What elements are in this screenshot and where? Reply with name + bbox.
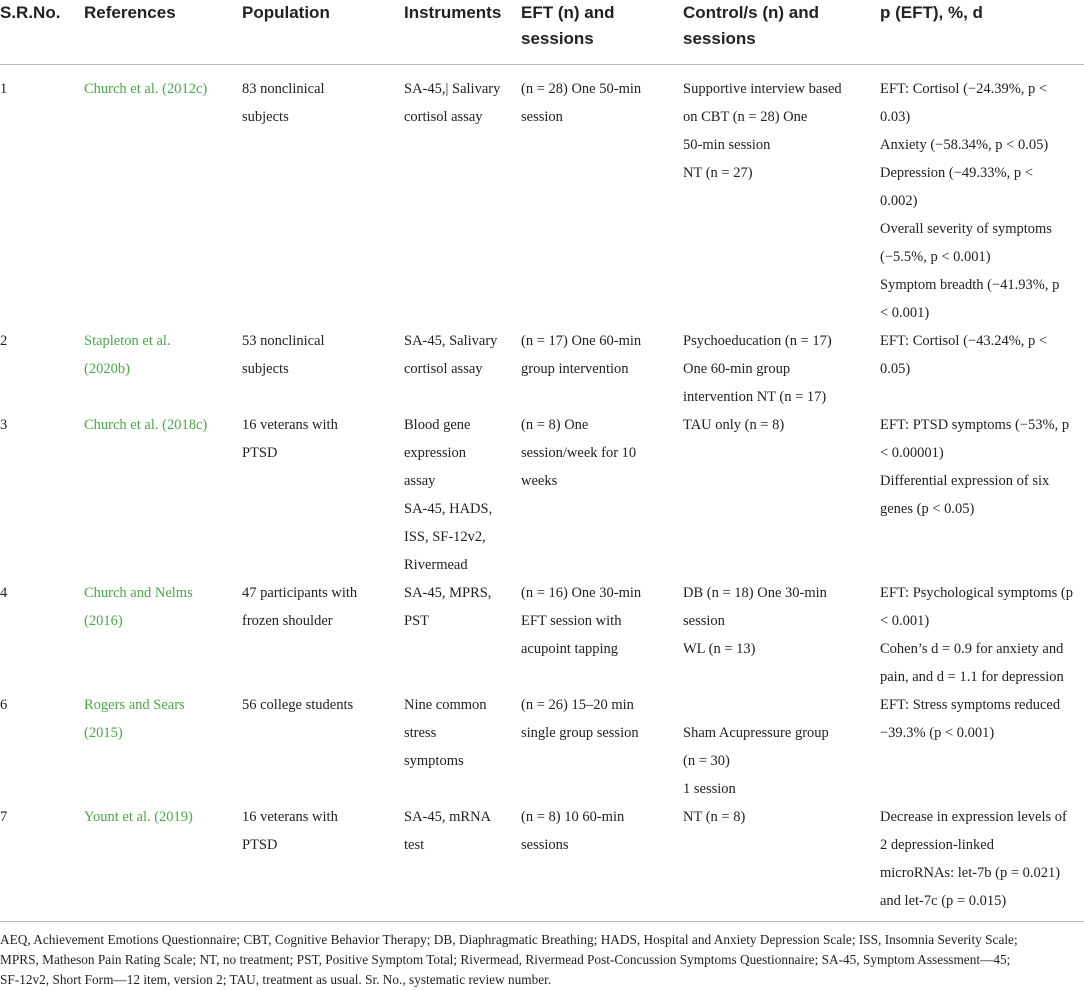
table-row [0,579,1084,691]
cell-instruments-line: expression [404,444,467,461]
cell-instruments-line: Blood gene [404,416,471,433]
header-outcome: p (EFT), %, d [880,3,983,22]
cell-control [683,691,880,803]
cell-instruments-line: cortisol assay [404,360,483,377]
cell-instruments-line: SA-45, HADS, [404,500,493,517]
cell-outcome [880,579,1084,691]
cell-outcome [880,691,1084,803]
cell-population-line: PTSD [242,444,278,461]
cell-control [683,579,880,691]
cell-outcome-line: Differential expression of six [880,472,1050,489]
cell-outcome-line: < 0.001) [880,304,930,321]
header-srno: S.R.No. [0,3,61,22]
cell-instruments [404,579,521,691]
cell-instruments [404,327,521,411]
cell-reference [84,64,242,327]
cell-population [242,691,404,803]
cell-control [683,803,880,922]
cell-instruments [404,803,521,922]
cell-instruments-line: stress [404,724,437,741]
cell-outcome-line: 0.002) [880,192,918,209]
cell-outcome-line: Overall severity of symptoms [880,220,1052,237]
cell-control-line: Supportive interview based [683,80,842,97]
cell-srno: 3 [0,416,8,433]
cell-eft-line: session/week for 10 [521,444,637,461]
cell-reference [84,803,242,922]
cell-population-line: subjects [242,360,289,377]
cell-population-line: 83 nonclinical [242,80,325,97]
cell-reference [84,411,242,579]
cell-eft [521,803,683,922]
header-control-line: Control/s (n) and [683,3,819,22]
header-eft [521,0,683,64]
cell-outcome-line: and let-7c (p = 0.015) [880,892,1007,909]
cell-outcome-line: EFT: PTSD symptoms (−53%, p [880,416,1070,433]
footnote-line: MPRS, Matheson Pain Rating Scale; NT, no treatment; PST, Positive Symptom Total; Rivermead, Rivermead Post-Concussion Symptoms Questionnaire; SA-45, Symptom Assessment—45; [0,951,1011,967]
header-references: References [84,3,176,22]
cell-control-line: TAU only (n = 8) [683,416,785,433]
cell-population-line: 53 nonclinical [242,332,325,349]
cell-eft-line: (n = 8) 10 60-min [521,808,625,825]
cell-control-line: (n = 30) [683,752,730,769]
cell-eft [521,64,683,327]
cell-instruments-line: PST [404,612,429,629]
cell-control [683,64,880,327]
table-row [0,64,1084,327]
cell-outcome-line: 0.03) [880,108,911,125]
cell-eft-line: (n = 16) One 30-min [521,584,642,601]
cell-outcome-line: Decrease in expression levels of [880,808,1067,825]
footnote-line: AEQ, Achievement Emotions Questionnaire; CBT, Cognitive Behavior Therapy; DB, Diaphragmatic Breathing; HADS, Hospital and Anxiety Depression Scale; ISS, Insomnia Severity Scale; [0,931,1018,947]
cell-population-line: 16 veterans with [242,808,338,825]
cell-instruments-line: SA-45, mRNA [404,808,492,825]
cell-population-line: subjects [242,108,289,125]
cell-instruments-line: Rivermead [404,556,468,573]
cell-population-line: PTSD [242,836,278,853]
cell-instruments-line: assay [404,472,436,489]
cell-reference [84,691,242,803]
header-row [0,0,1084,64]
cell-outcome-line: Cohen’s d = 0.9 for anxiety and [880,640,1064,657]
cell-outcome-line: < 0.001) [880,612,930,629]
cell-eft-line: (n = 17) One 60-min [521,332,642,349]
table-row [0,411,1084,579]
cell-eft-line: group intervention [521,360,629,377]
cell-reference [84,579,242,691]
cell-control-line: NT (n = 27) [683,164,753,181]
cell-eft-line: weeks [521,472,558,489]
table-header [0,0,1084,64]
cell-reference-line[interactable]: Rogers and Sears [84,696,185,713]
cell-outcome-line: 0.05) [880,360,911,377]
cell-outcome-line: −39.3% (p < 0.001) [880,724,995,741]
cell-control-line: WL (n = 13) [683,640,756,657]
cell-eft [521,579,683,691]
cell-reference-line[interactable]: Yount et al. (2019) [84,808,193,825]
cell-reference-line[interactable]: (2020b) [84,360,130,377]
footnote-line: SF-12v2, Short Form—12 item, version 2; TAU, treatment as usual. Sr. No., systematic review number. [0,971,552,987]
cell-population [242,579,404,691]
cell-outcome-line: EFT: Cortisol (−43.24%, p < [880,332,1048,349]
cell-outcome-line: microRNAs: let-7b (p = 0.021) [880,864,1061,881]
cell-srno: 1 [0,80,8,97]
cell-control-line: 50-min session [683,136,771,153]
cell-reference-line[interactable]: (2015) [84,724,123,741]
table-body [0,64,1084,921]
cell-eft-line: sessions [521,836,569,853]
cell-control-line: Sham Acupressure group [683,724,829,741]
cell-population [242,327,404,411]
cell-population-line: 47 participants with [242,584,358,601]
cell-eft [521,411,683,579]
cell-population-line: frozen shoulder [242,612,333,629]
cell-outcome-line: pain, and d = 1.1 for depression [880,668,1064,685]
cell-outcome [880,327,1084,411]
cell-reference-line[interactable]: (2016) [84,612,123,629]
cell-instruments-line: SA-45,| Salivary [404,80,501,97]
cell-outcome-line: Symptom breadth (−41.93%, p [880,276,1060,293]
cell-population [242,64,404,327]
cell-outcome-line: EFT: Psychological symptoms (p [880,584,1074,601]
cell-control-line: NT (n = 8) [683,808,746,825]
cell-outcome-line: Anxiety (−58.34%, p < 0.05) [880,136,1049,153]
cell-eft-line: EFT session with [521,612,622,629]
cell-eft [521,327,683,411]
cell-instruments-line: SA-45, Salivary [404,332,498,349]
cell-control-line [683,691,876,719]
cell-outcome-line: EFT: Stress symptoms reduced [880,696,1061,713]
cell-outcome-line: genes (p < 0.05) [880,500,975,517]
cell-control-line: on CBT (n = 28) One [683,108,808,125]
header-control-line: sessions [683,29,756,48]
cell-population [242,411,404,579]
cell-outcome-line: (−5.5%, p < 0.001) [880,248,991,265]
cell-eft-line: (n = 8) One [521,416,589,433]
cell-outcome [880,803,1084,922]
cell-population [242,803,404,922]
cell-reference [84,327,242,411]
cell-srno: 4 [0,584,8,601]
cell-outcome [880,64,1084,327]
cell-control-line: Psychoeducation (n = 17) [683,332,832,349]
cell-reference-line[interactable]: Church et al. (2018c) [84,416,208,433]
table-row [0,691,1084,803]
cell-reference-line[interactable]: Church and Nelms [84,584,193,601]
cell-control-line: intervention NT (n = 17) [683,388,827,405]
cell-reference-line[interactable]: Stapleton et al. [84,332,171,349]
cell-instruments [404,691,521,803]
cell-instruments-line: ISS, SF-12v2, [404,528,486,545]
cell-eft-line: single group session [521,724,639,741]
cell-eft-line: session [521,108,563,125]
cell-control-line: DB (n = 18) One 30-min [683,584,827,601]
cell-instruments-line: cortisol assay [404,108,483,125]
cell-instruments-line: test [404,836,425,853]
cell-outcome-line: Depression (−49.33%, p < [880,164,1033,181]
table-footnote [0,922,1084,990]
header-control [683,0,880,64]
cell-control-line: One 60-min group [683,360,791,377]
header-eft-line: EFT (n) and [521,3,615,22]
cell-control-line: 1 session [683,780,736,797]
cell-reference-line[interactable]: Church et al. (2012c) [84,80,208,97]
table-row [0,803,1084,922]
table-row [0,327,1084,411]
cell-outcome-line: EFT: Cortisol (−24.39%, p < [880,80,1048,97]
cell-instruments-line: symptoms [404,752,464,769]
cell-srno: 6 [0,696,8,713]
cell-instruments-line: Nine common [404,696,487,713]
header-instruments: Instruments [404,3,502,22]
cell-eft-line: (n = 28) One 50-min [521,80,642,97]
cell-control [683,327,880,411]
cell-eft-line: (n = 26) 15–20 min [521,696,634,713]
cell-outcome [880,411,1084,579]
cell-instruments-line: SA-45, MPRS, [404,584,492,601]
cell-eft [521,691,683,803]
cell-srno: 7 [0,808,8,825]
cell-control [683,411,880,579]
cell-outcome-line: 2 depression-linked [880,836,994,853]
cell-srno: 2 [0,332,8,349]
cell-control-line: session [683,612,725,629]
cell-instruments [404,64,521,327]
cell-population-line: 16 veterans with [242,416,338,433]
header-eft-line: sessions [521,29,594,48]
cell-eft-line: acupoint tapping [521,640,619,657]
cell-instruments [404,411,521,579]
header-population: Population [242,3,330,22]
cell-population-line: 56 college students [242,696,354,713]
cell-outcome-line: < 0.00001) [880,444,944,461]
